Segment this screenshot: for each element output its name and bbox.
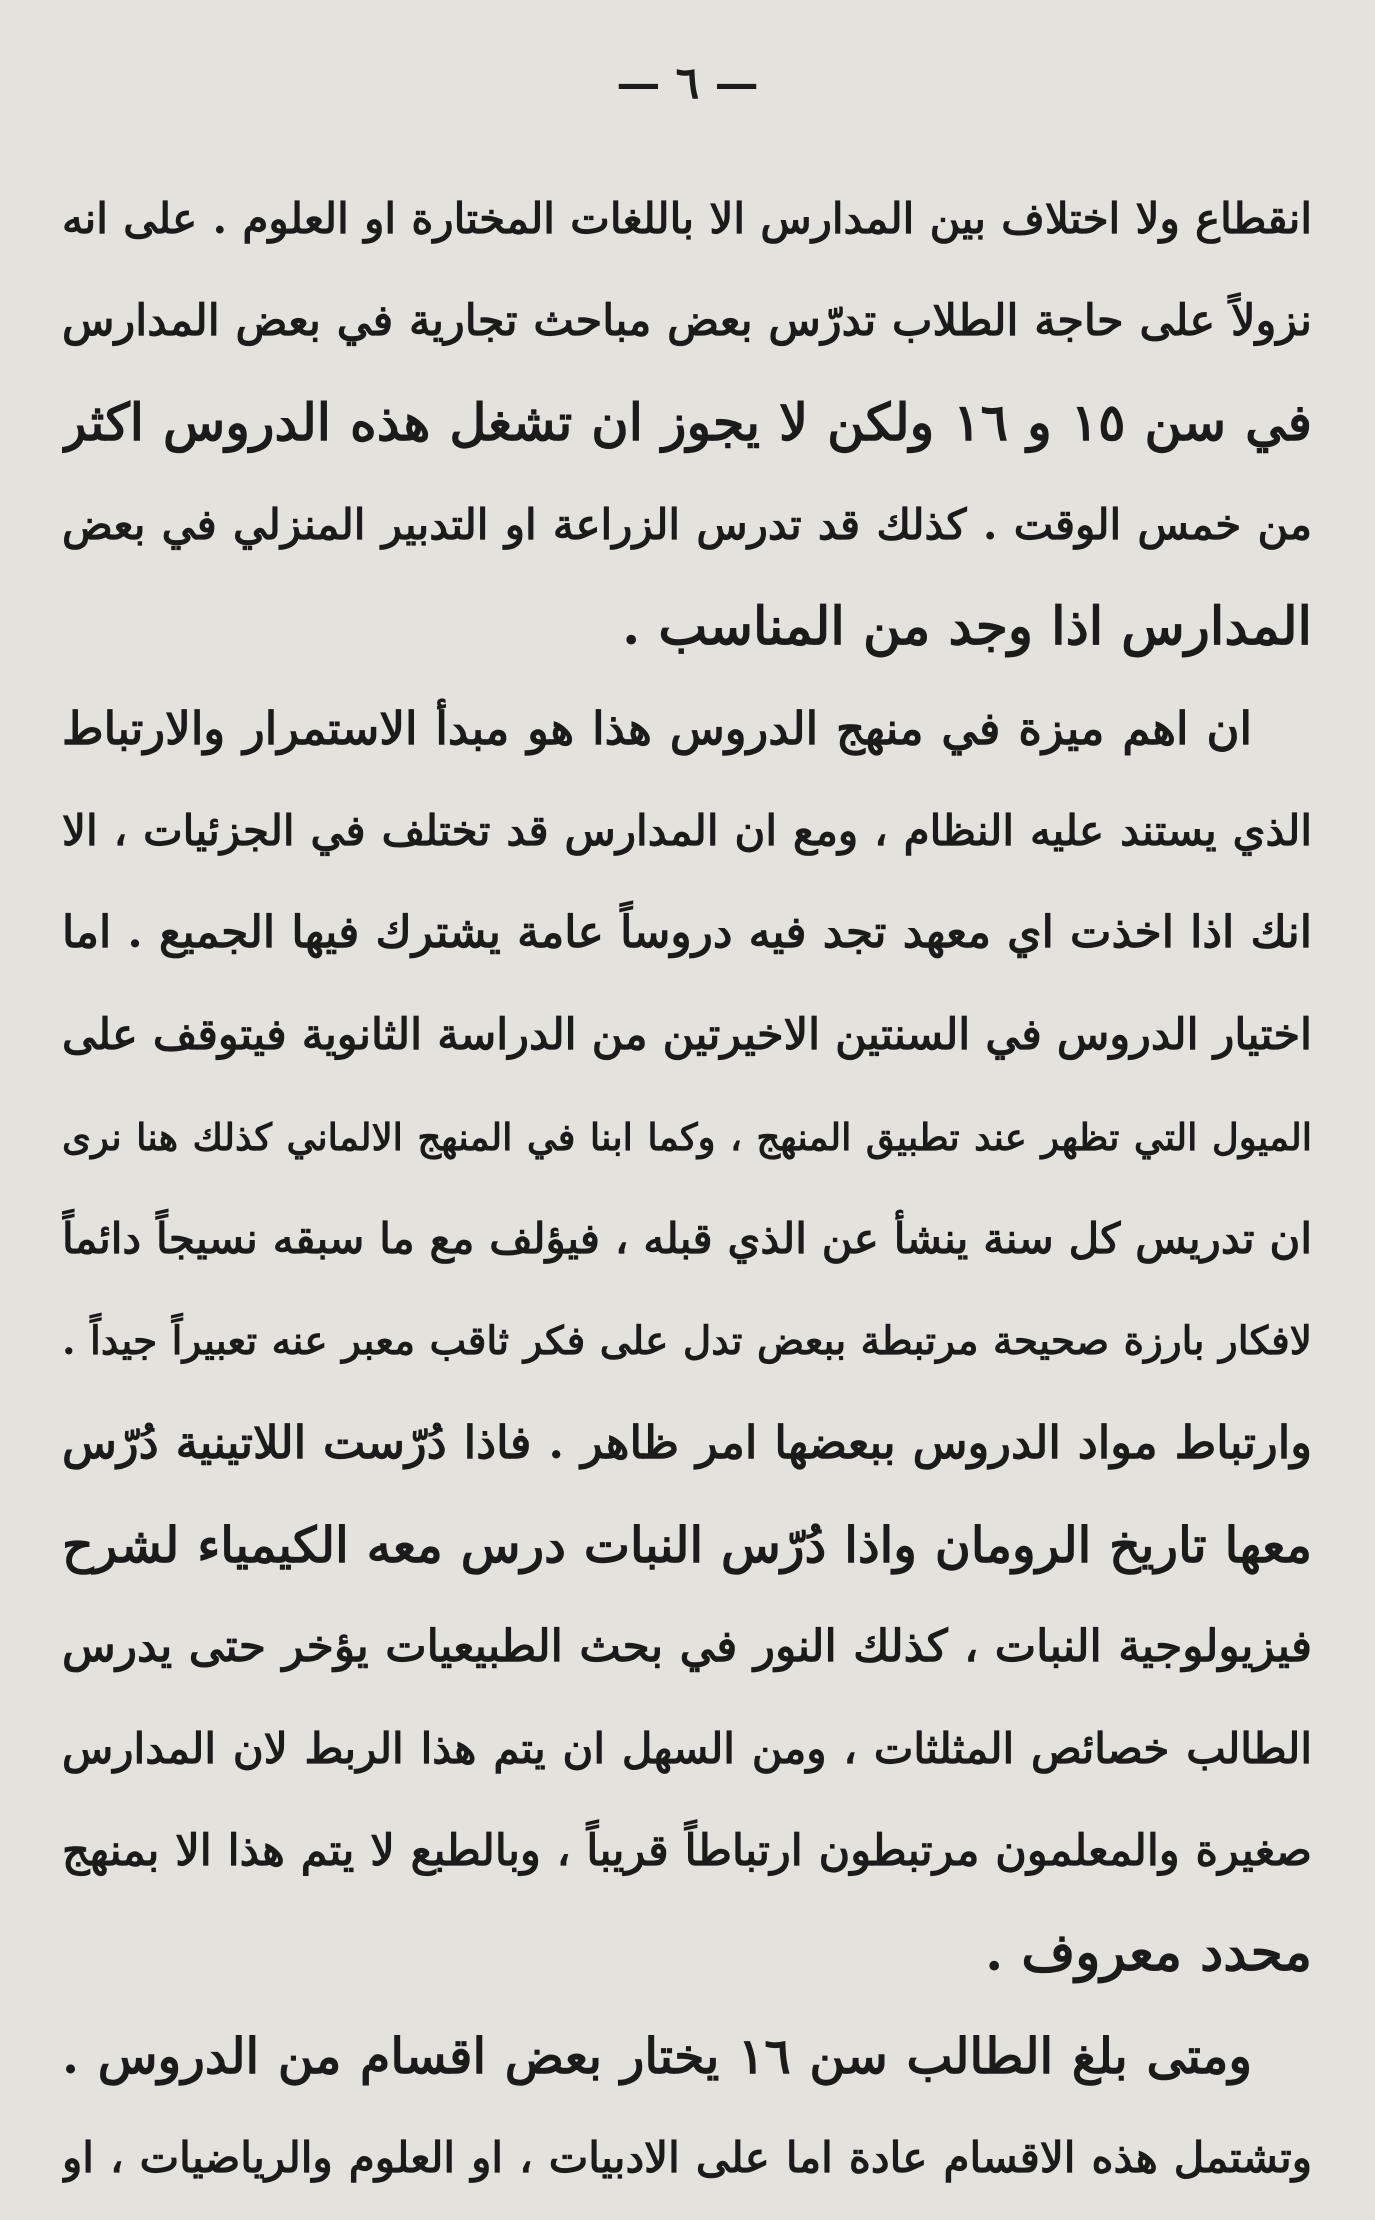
text-line: وارتباط مواد الدروس ببعضها امر ظاهر . فاذا دُرّست اللاتينية دُرّس <box>62 1416 1312 1469</box>
text-line: لافكار بارزة صحيحة مرتبطة ببعض تدل على فكر ثاقب معبر عنه تعبيراً جيداً . <box>62 1318 1312 1364</box>
text-line: وتشتمل هذه الاقسام عادة اما على الادبيات ، او العلوم والرياضيات ، او <box>62 2133 1312 2182</box>
text-line: الذي يستند عليه النظام ، ومع ان المدارس قد تختلف في الجزئيات ، الا <box>62 806 1312 855</box>
text-line: ومتى بلغ الطالب سن ١٦ يختار بعض اقسام من الدروس . <box>62 2027 1252 2085</box>
text-line: من خمس الوقت . كذلك قد تدرس الزراعة او التدبير المنزلي في بعض <box>62 500 1312 549</box>
text-line: معها تاريخ الرومان واذا دُرّس النبات درس معه الكيمياء لشرح <box>62 1516 1312 1574</box>
text-line: فيزيولوجية النبات ، كذلك النور في بحث الطبيعيات يؤخر حتى يدرس <box>62 1621 1312 1672</box>
paragraph-1 <box>62 168 1312 678</box>
text-line: نزولاً على حاجة الطلاب تدرّس بعض مباحث تجارية في بعض المدارس <box>62 296 1312 346</box>
text-line: انك اذا اخذت اي معهد تجد فيه دروساً عامة يشترك فيها الجميع . اما <box>62 907 1312 958</box>
paragraph-2 <box>62 678 1312 2004</box>
text-line: صغيرة والمعلمون مرتبطون ارتباطاً قريباً ، وبالطبع لا يتم هذا الا بمنهج <box>62 1826 1312 1876</box>
text-line: انقطاع ولا اختلاف بين المدارس الا باللغات المختارة او العلوم . على انه <box>62 194 1312 243</box>
text-line: محدد معروف . <box>985 1922 1312 1983</box>
text-line: الطالب خصائص المثلثات ، ومن السهل ان يتم هذا الربط لان المدارس <box>62 1724 1312 1773</box>
text-line: المدارس اذا وجد من المناسب . <box>622 596 1312 657</box>
page-number: — ٦ — <box>616 58 759 109</box>
text-line: ان تدريس كل سنة ينشأ عن الذي قبله ، فيؤلف مع ما سبقه نسيجاً دائماً <box>62 1214 1312 1263</box>
paragraph-3 <box>62 2005 1312 2209</box>
text-line: الميول التي تظهر عند تطبيق المنهج ، وكما ابنا في المنهج الالماني كذلك هنا نرى <box>62 1115 1312 1159</box>
text-line: في سن ١٥ و ١٦ ولكن لا يجوز ان تشغل هذه الدروس اكثر <box>62 393 1312 453</box>
text-line: اختيار الدروس في السنتين الاخيرتين من الدراسة الثانوية فيتوقف على <box>62 1010 1312 1060</box>
text-line: ان اهم ميزة في منهج الدروس هذا هو مبدأ الاستمرار والارتباط <box>62 702 1252 755</box>
